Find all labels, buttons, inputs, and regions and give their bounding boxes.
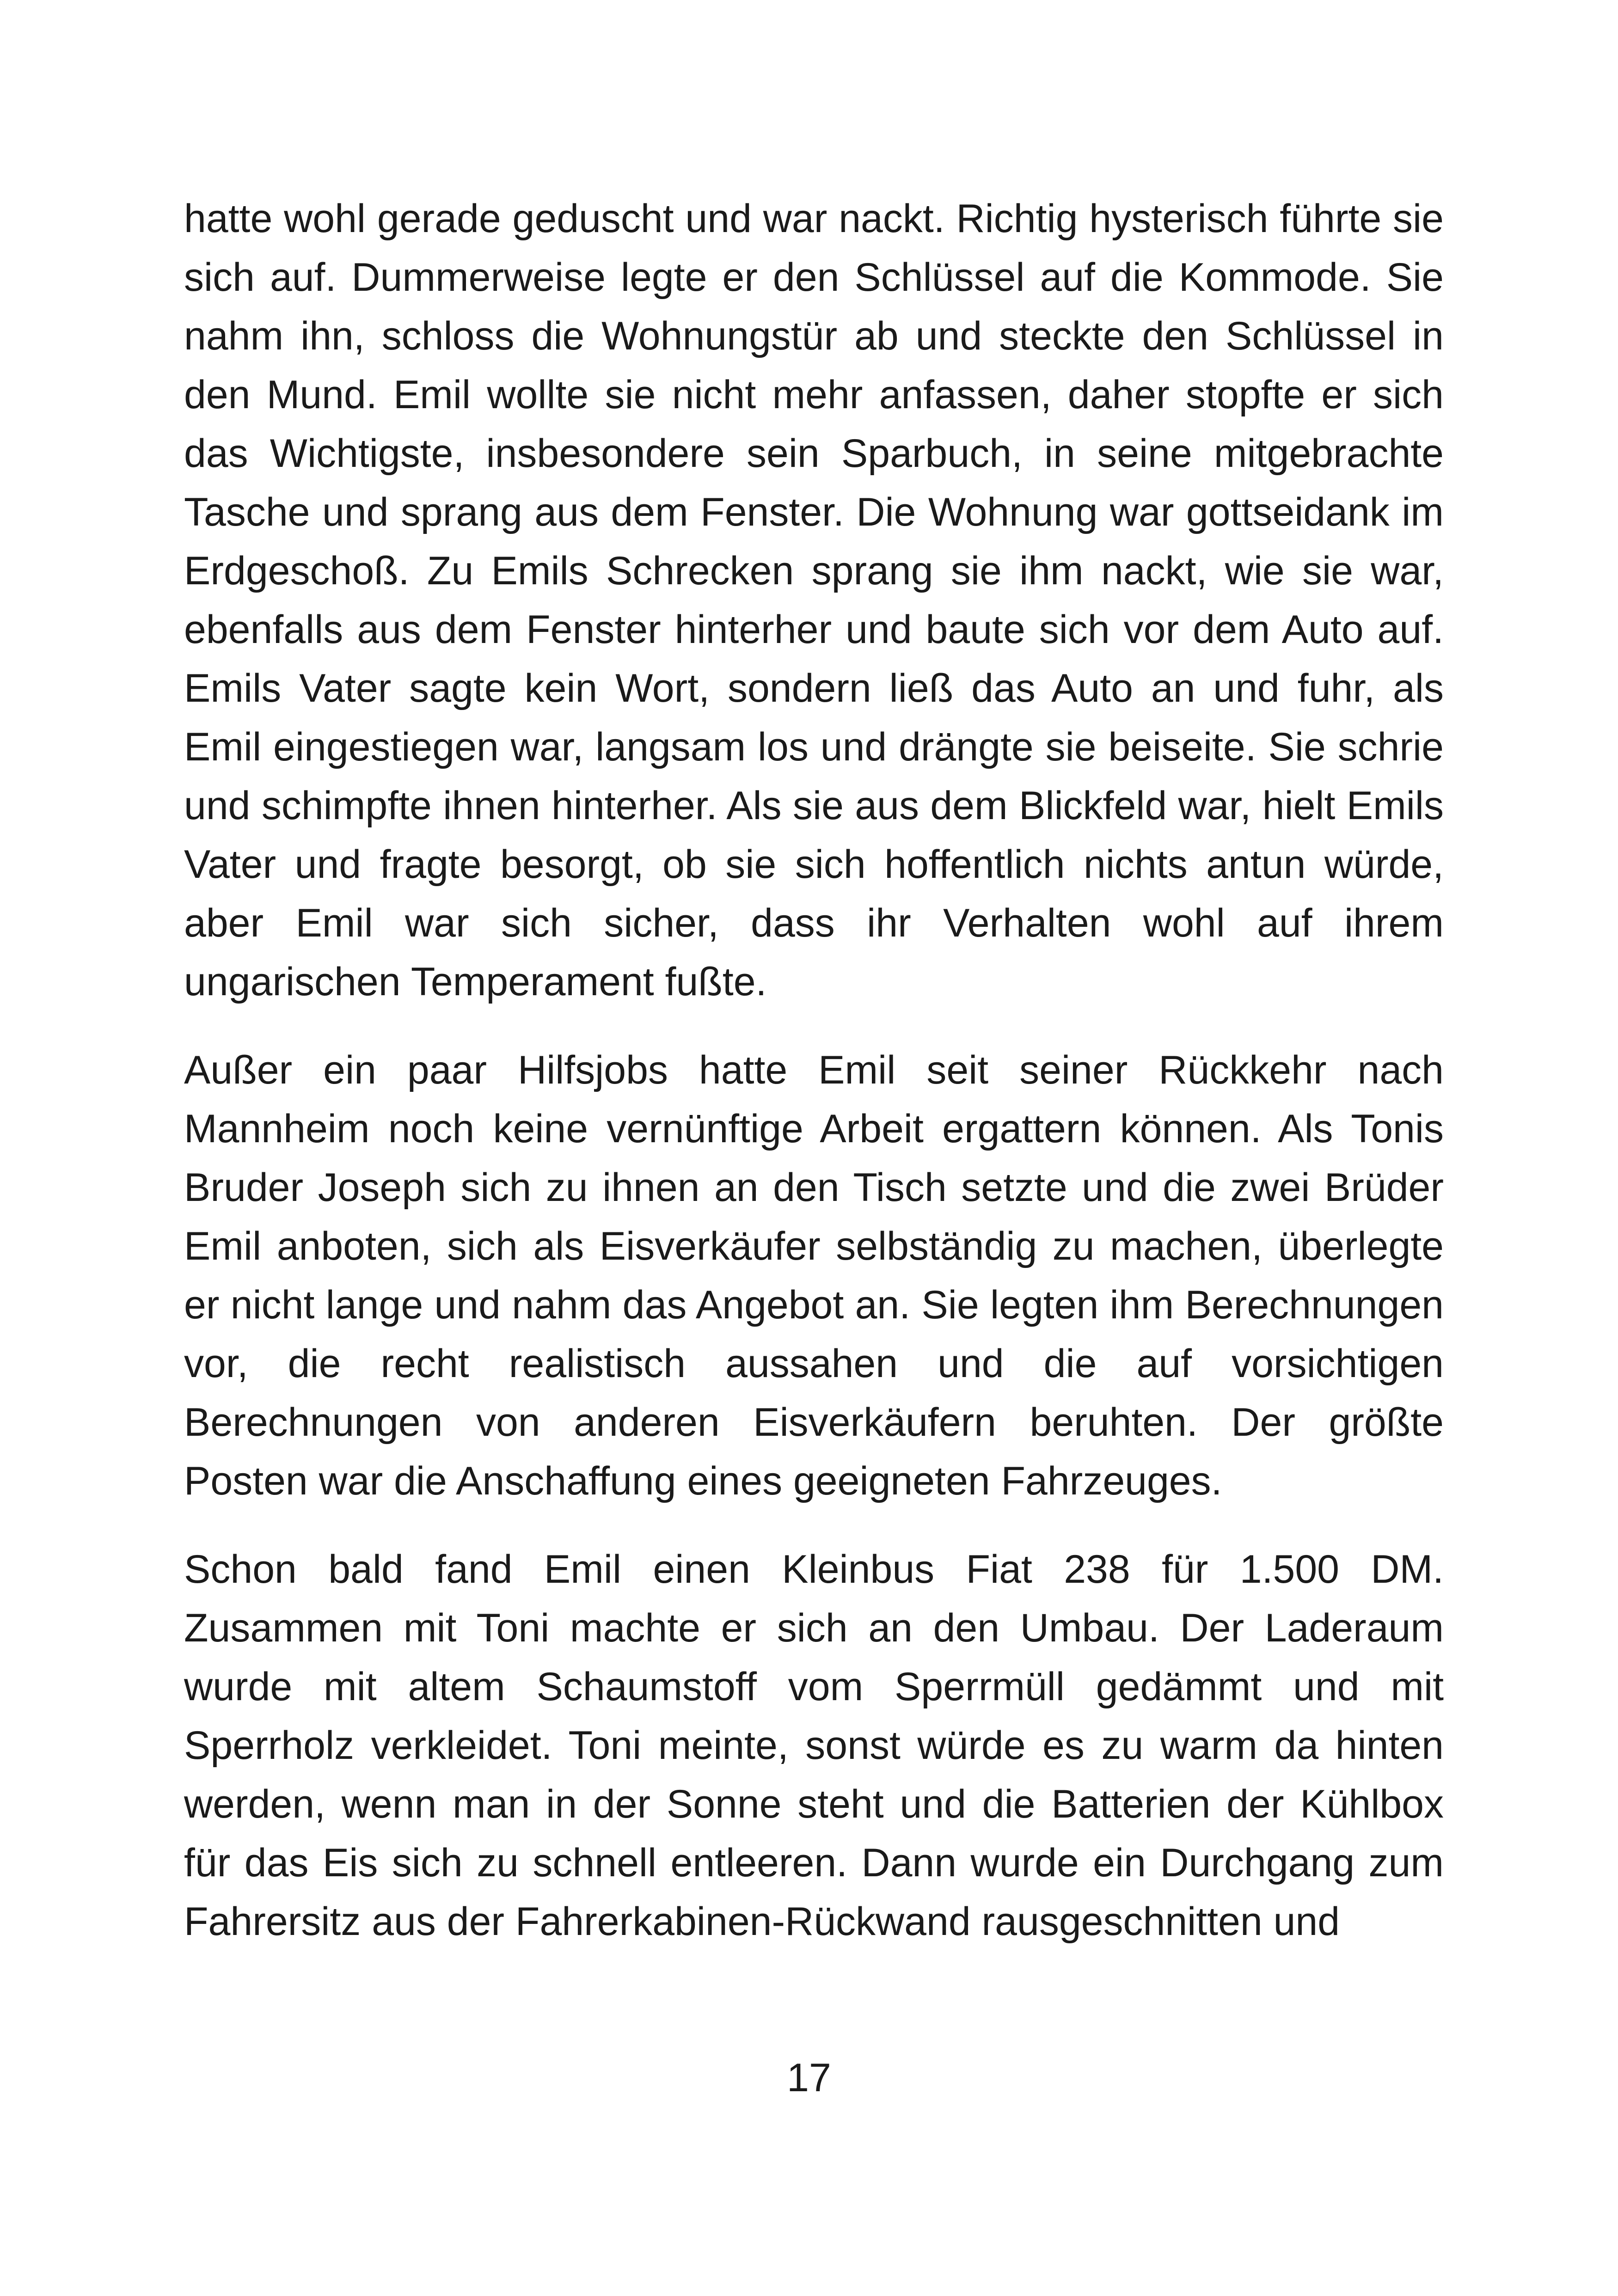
paragraph-3: Schon bald fand Emil einen Kleinbus Fiat 238 für 1.500 DM. Zusammen mit Toni machte er sich an den Umbau. Der Laderaum wurde mit altem Schaumstoff vom Sperrmüll gedämmt und mit Sperrholz verkleidet. Toni meinte, sonst würde es zu warm da hinten werden, wenn man in der Sonne steht und die Batterien der Kühlbox für das Eis sich zu schnell entleeren. Dann wurde ein Durchgang zum Fahrersitz aus der Fahrerkabinen-Rückwand rausgeschnitten und: [184, 1547, 1444, 1944]
body-text: [184, 190, 1444, 1981]
paragraph-1: hatte wohl gerade geduscht und war nackt. Richtig hysterisch führte sie sich auf. Dummerweise legte er den Schlüssel auf die Kommode. Sie nahm ihn, schloss die Wohnungstür ab und steckte den Schlüssel in den Mund. Emil wollte sie nicht mehr anfassen, daher stopfte er sich das Wichtigste, insbesondere sein Sparbuch, in seine mitgebrachte Tasche und sprang aus dem Fenster. Die Wohnung war gottseidank im Erdgeschoß. Zu Emils Schrecken sprang sie ihm nackt, wie sie war, ebenfalls aus dem Fenster hinterher und baute sich vor dem Auto auf. Emils Vater sagte kein Wort, sondern ließ das Auto an und fuhr, als Emil eingestiegen war, langsam los und drängte sie beiseite. Sie schrie und schimpfte ihnen hinterher. Als sie aus dem Blickfeld war, hielt Emils Vater und fragte besorgt, ob sie sich hoffentlich nichts antun würde, aber Emil war sich sicher, dass ihr Verhalten wohl auf ihrem ungarischen Temperament fußte.: [184, 196, 1444, 1004]
paragraph-2: Außer ein paar Hilfsjobs hatte Emil seit seiner Rückkehr nach Mannheim noch keine vernünftige Arbeit ergattern können. Als Tonis Bruder Joseph sich zu ihnen an den Tisch setzte und die zwei Brüder Emil anboten, sich als Eisverkäufer selbständig zu machen, überlegte er nicht lange und nahm das Angebot an. Sie legten ihm Berechnungen vor, die recht realistisch aussahen und die auf vorsichtigen Berechnungen von anderen Eisverkäufern beruhten. Der größte Posten war die Anschaffung eines geeigneten Fahrzeuges.: [184, 1048, 1444, 1503]
page-number: 17: [787, 2056, 831, 2100]
